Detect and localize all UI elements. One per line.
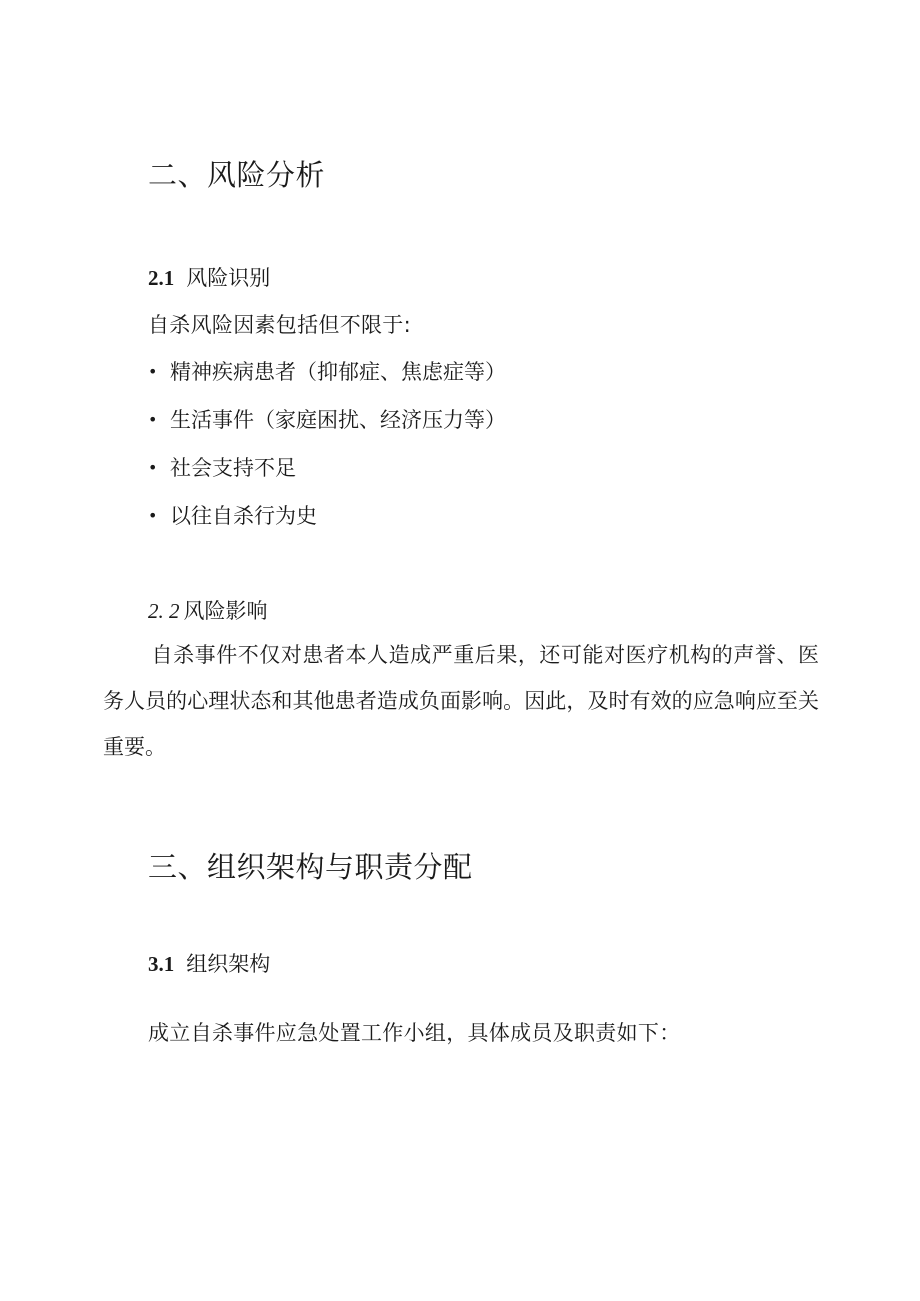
section-2-title: 二、风险分析 xyxy=(148,158,326,192)
bullet-icon: • xyxy=(148,458,158,477)
org-structure-intro: 成立自杀事件应急处置工作小组，具体成员及职责如下： xyxy=(148,1021,681,1045)
bullet-icon: • xyxy=(148,362,158,381)
list-item xyxy=(148,356,506,386)
bullet-icon: • xyxy=(148,506,158,525)
list-item xyxy=(148,452,296,482)
subsection-3-1-number: 3.1 xyxy=(148,952,175,976)
subsection-2-2-heading xyxy=(148,595,268,625)
subsection-2-2-number: 2. 2 xyxy=(148,599,180,623)
subsection-3-1-heading xyxy=(148,948,270,978)
subsection-2-1-heading xyxy=(148,262,270,292)
list-item xyxy=(148,500,317,530)
list-item-text: 以往自杀行为史 xyxy=(170,504,317,528)
bullet-icon: • xyxy=(148,410,158,429)
risk-impact-text: 自杀事件不仅对患者本人造成严重后果，还可能对医疗机构的声誉、医务人员的心理状态和其他患者造成负面影响。因此，及时有效的应急响应至关重要。 xyxy=(103,643,819,759)
subsection-2-1-number: 2.1 xyxy=(148,266,175,290)
subsection-2-2-title: 风险影响 xyxy=(183,599,268,623)
list-item-text: 社会支持不足 xyxy=(170,456,296,480)
subsection-2-1-title: 风险识别 xyxy=(186,266,271,290)
section-3-title: 三、组织架构与职责分配 xyxy=(148,850,473,884)
list-item-text: 生活事件（家庭困扰、经济压力等） xyxy=(170,408,506,432)
subsection-3-1-title: 组织架构 xyxy=(186,952,271,976)
list-item-text: 精神疾病患者（抑郁症、焦虑症等） xyxy=(170,360,506,384)
list-item xyxy=(148,404,506,434)
risk-impact-paragraph xyxy=(103,632,819,770)
risk-factors-intro: 自杀风险因素包括但不限于: xyxy=(148,313,411,337)
